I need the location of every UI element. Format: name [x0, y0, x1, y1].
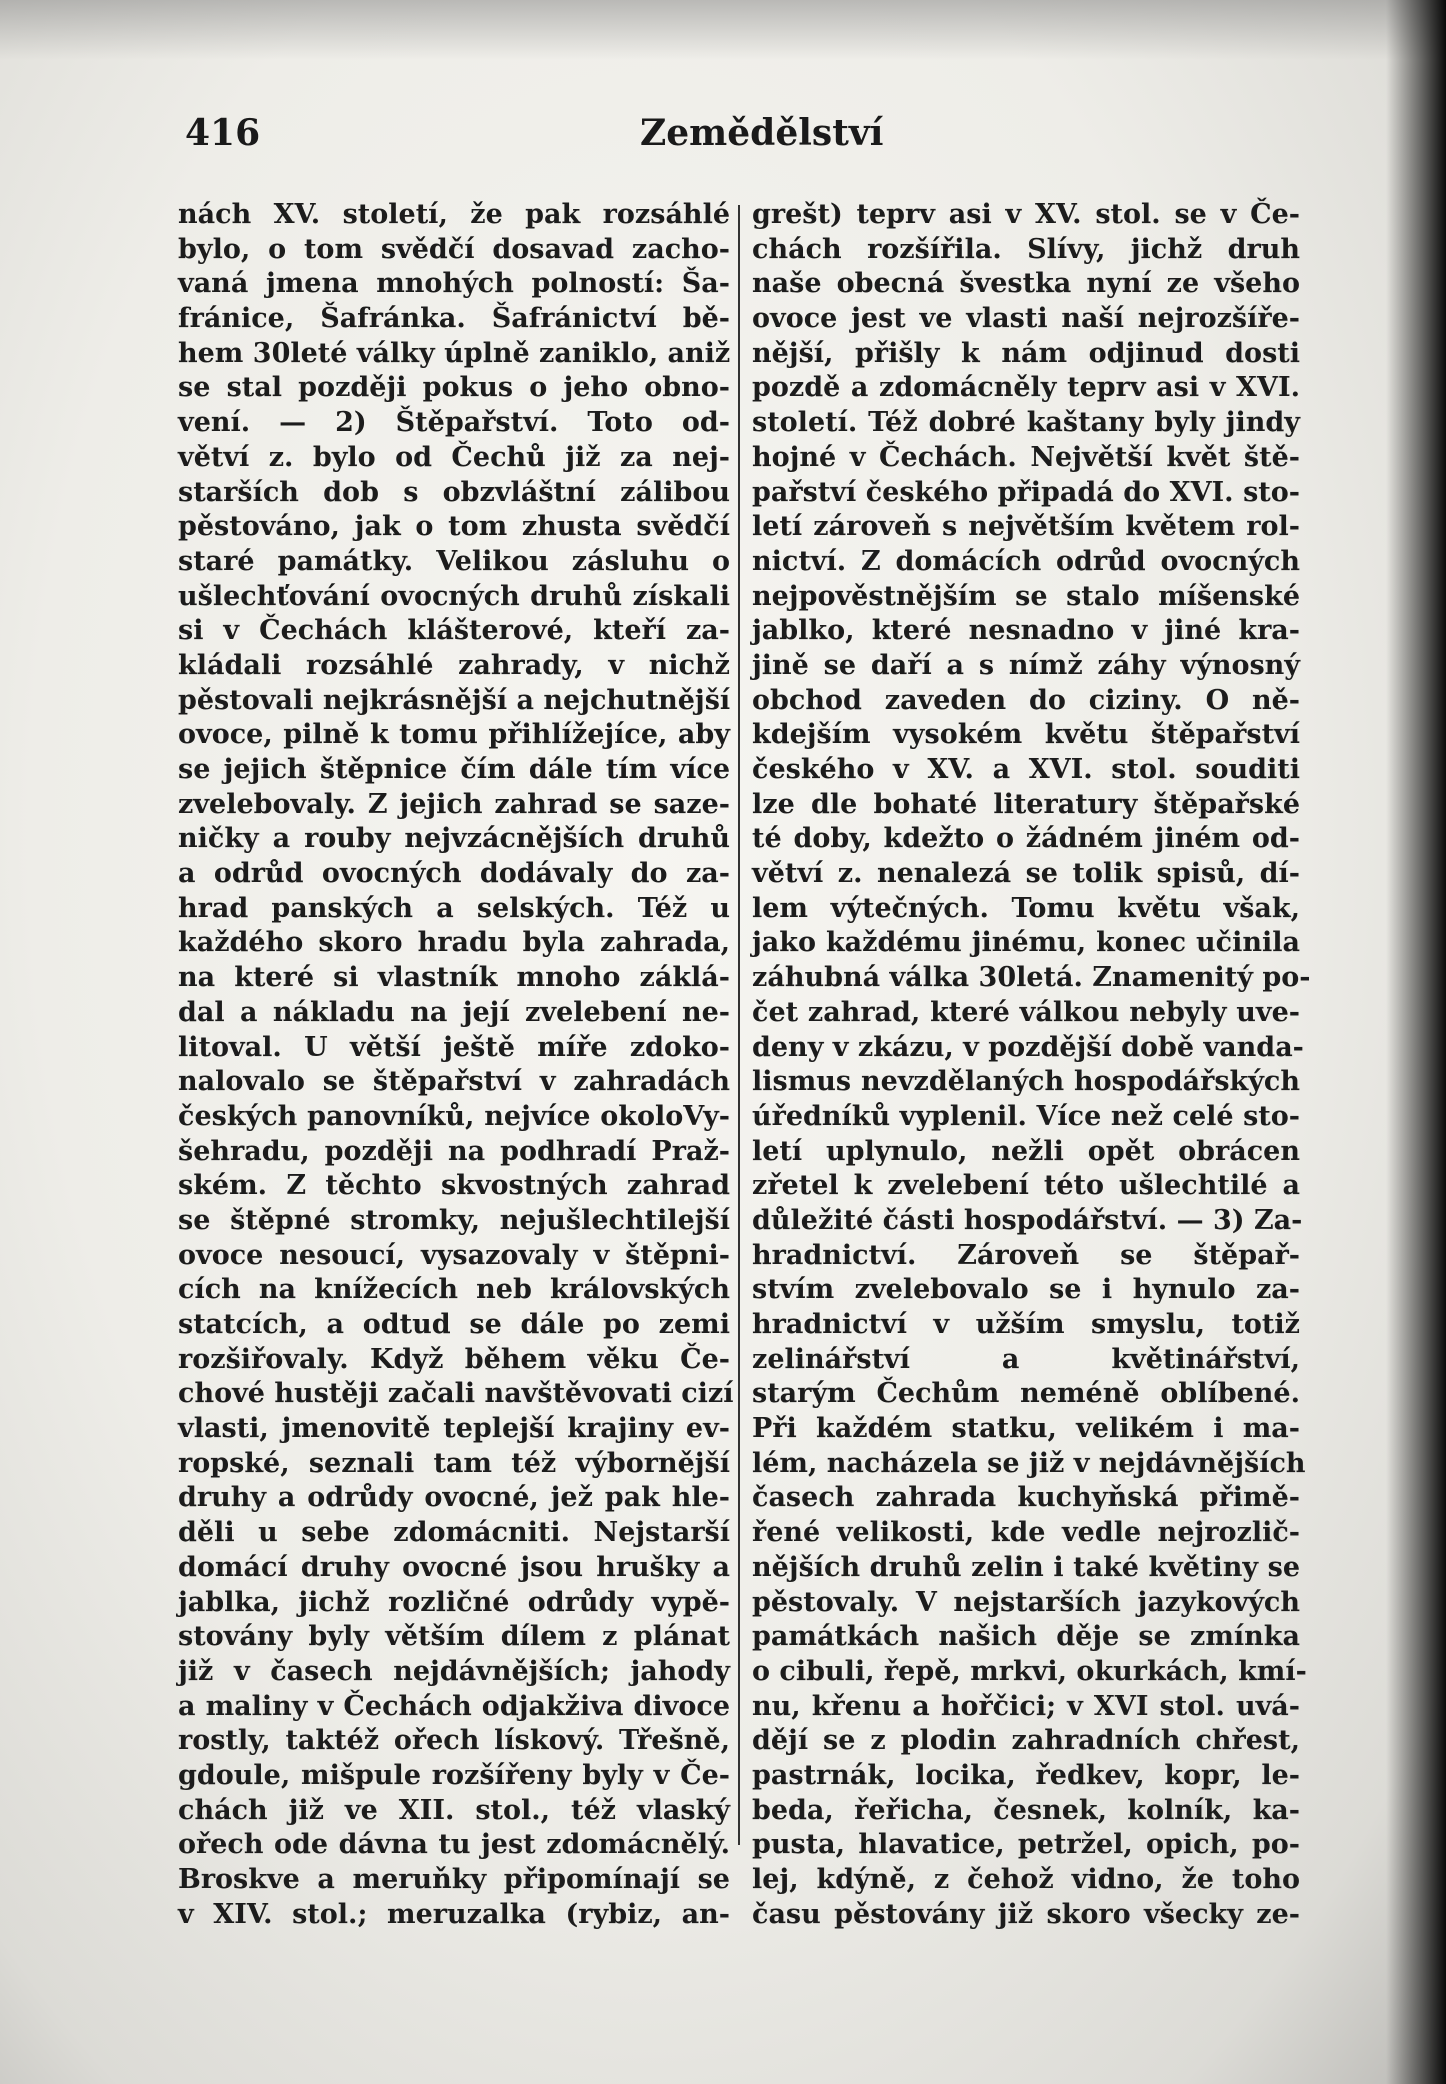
text-line: pozdě a zdomácněly teprv asi v XVI. — [752, 372, 1300, 404]
text-line: o cibuli, řepě, mrkvi, okurkách, kmí- — [752, 1655, 1307, 1687]
text-line: jako každému jinému, konec učinila — [752, 927, 1300, 959]
text-line: českého v XV. a XVI. stol. souditi — [752, 754, 1300, 785]
text-line: a maliny v Čechách odjakživa divoce — [178, 1690, 730, 1722]
text-line: grešt) teprv asi v XV. stol. se v Če- — [752, 199, 1300, 230]
text-line: nejpověstnějším se stalo míšenské — [752, 580, 1300, 612]
text-line: nější, přišly k nám odjinud dosti — [752, 337, 1300, 369]
text-line: na které si vlastník mnoho záklá- — [178, 962, 730, 994]
text-line: hojné v Čechách. Největší květ ště- — [752, 441, 1300, 473]
text-line: již v časech nejdávnějších; jahody — [178, 1655, 730, 1687]
text-line: nu, křenu a hořčici; v XVI stol. uvá- — [752, 1690, 1300, 1722]
text-line: domácí druhy ovocné jsou hrušky a — [178, 1551, 730, 1583]
text-line: beda, řeřicha, česnek, kolník, ka- — [752, 1794, 1300, 1826]
text-line: zvelebovaly. Z jejich zahrad se saze- — [178, 788, 730, 820]
text-line: chách rozšířila. Slívy, jichž druh — [752, 233, 1300, 265]
text-line: šehradu, později na podhradí Praž- — [178, 1135, 730, 1167]
text-line: starších dob s obzvláštní zálibou — [178, 476, 730, 508]
text-line: fránice, Šafránka. Šafránictví bě- — [178, 303, 730, 335]
text-line: hem 30leté války úplně zaniklo, aniž — [178, 337, 731, 369]
text-line: památkách našich děje se zmínka — [752, 1621, 1300, 1653]
text-line: v XIV. stol.; meruzalka (rybiz, an- — [178, 1898, 730, 1930]
text-line: důležité části hospodářství. — 3) Za- — [752, 1204, 1303, 1236]
text-line: ovoce jest ve vlasti naší nejrozšíře- — [752, 303, 1300, 335]
text-line: ropské, seznali tam též výbornější — [178, 1447, 730, 1479]
text-line: gdoule, mišpule rozšířeny byly v Če- — [178, 1759, 730, 1791]
text-line: naše obecná švestka nyní ze všeho — [752, 268, 1300, 300]
text-line: zelinářství a květinářství, — [752, 1343, 1300, 1375]
text-line: větví z. nenalezá se tolik spisů, dí- — [752, 858, 1300, 890]
text-line: dal a nákladu na její zvelebení ne- — [178, 996, 730, 1028]
column-divider — [738, 205, 740, 1845]
page-number: 416 — [185, 112, 261, 154]
text-line: se jejich štěpnice čím dále tím více — [178, 754, 730, 785]
text-line: vaná jmena mnohých polností: Ša- — [178, 268, 730, 300]
text-line: čet zahrad, které válkou nebyly uve- — [752, 996, 1300, 1028]
text-line: nalovalo se štěpařství v zahradách — [178, 1066, 730, 1098]
text-line: kládali rozsáhlé zahrady, v nichž — [178, 649, 730, 681]
text-line: stvím zvelebovalo se i hynulo za- — [752, 1274, 1300, 1306]
text-line: té doby, kdežto o žádném jiném od- — [752, 823, 1300, 855]
text-line: stovány byly větším dílem z plánat — [178, 1621, 730, 1653]
text-line: se stal později pokus o jeho obno- — [178, 372, 730, 404]
text-line: děli u sebe zdomácniti. Nejstarší — [178, 1517, 730, 1549]
scan-edge-shadow — [1386, 0, 1446, 2084]
text-line: zřetel k zvelebení této ušlechtilé a — [752, 1170, 1300, 1202]
text-line: století. Též dobré kaštany byly jindy — [752, 407, 1300, 439]
text-line: ořech ode dávna tu jest zdomácnělý. — [178, 1829, 730, 1861]
text-line: záhubná válka 30letá. Znamenitý po- — [752, 962, 1311, 994]
text-line: nách XV. století, že pak rozsáhlé — [178, 199, 730, 230]
text-line: dějí se z plodin zahradních chřest, — [752, 1725, 1300, 1757]
text-line: větví z. bylo od Čechů již za nej- — [178, 441, 730, 473]
text-line: kdejším vysokém květu štěpařství — [752, 719, 1300, 751]
text-line: časech zahrada kuchyňská přimě- — [752, 1482, 1300, 1514]
text-line: letí uplynulo, nežli opět obrácen — [752, 1135, 1300, 1167]
text-line: jablka, jichž rozličné odrůdy vypě- — [178, 1586, 730, 1618]
text-line: ovoce, pilně k tomu přihlížejíce, aby — [178, 719, 730, 751]
text-line: litoval. U větší ještě míře zdoko- — [178, 1031, 730, 1063]
text-line: řené velikosti, kde vedle nejrozlič- — [752, 1517, 1300, 1549]
text-line: starým Čechům neméně oblíbené. — [752, 1378, 1300, 1410]
text-line: jablko, které nesnadno v jiné kra- — [752, 615, 1300, 647]
text-line: hrad panských a selských. Též u — [178, 892, 730, 924]
text-line: nějších druhů zelin i také květiny se — [752, 1551, 1300, 1583]
text-line: ovoce nesoucí, vysazovaly v štěpni- — [178, 1239, 730, 1271]
running-title: Zemědělství — [640, 112, 884, 154]
text-line: každého skoro hradu byla zahrada, — [178, 927, 730, 959]
text-line: obchod zaveden do ciziny. O ně- — [752, 684, 1300, 716]
text-line: chové hustěji začali navštěvovati cizí — [178, 1378, 734, 1410]
text-line: statcích, a odtud se dále po zemi — [178, 1309, 730, 1340]
text-line: úředníků vyplenil. Více než celé sto- — [752, 1100, 1300, 1132]
text-line: bylo, o tom svědčí dosavad zacho- — [178, 233, 730, 265]
text-line: chách již ve XII. stol., též vlaský — [178, 1794, 730, 1826]
text-line: pusta, hlavatice, petržel, opich, po- — [752, 1829, 1300, 1861]
text-line: rostly, taktéž ořech lískový. Třešně, — [178, 1725, 730, 1757]
scan-top-shade — [0, 0, 1446, 60]
left-text-column — [178, 198, 734, 1932]
text-line: ském. Z těchto skvostných zahrad — [178, 1170, 730, 1202]
text-line: lém, nacházela se již v nejdávnějších — [752, 1447, 1306, 1479]
text-line: si v Čechách klášterové, kteří za- — [178, 615, 730, 647]
text-line: lem výtečných. Tomu květu však, — [752, 892, 1300, 924]
text-line: Při každém statku, velikém i ma- — [752, 1413, 1300, 1445]
text-line: jině se daří a s nímž záhy výnosný — [752, 649, 1300, 681]
text-line: lej, kdýně, z čehož vidno, že toho — [752, 1864, 1300, 1895]
text-line: českých panovníků, nejvíce okoloVy- — [178, 1100, 730, 1132]
text-line: vení. — 2) Štěpařství. Toto od- — [178, 407, 730, 439]
text-line: pěstováno, jak o tom zhusta svědčí — [178, 511, 730, 543]
text-line: lismus nevzdělaných hospodářských — [752, 1066, 1300, 1098]
text-line: času pěstovány již skoro všecky ze- — [752, 1898, 1300, 1930]
text-line: hradnictví v užším smyslu, totiž — [752, 1309, 1300, 1340]
text-line: lze dle bohaté literatury štěpařské — [752, 788, 1300, 820]
text-line: ničky a rouby nejvzácnějších druhů — [178, 823, 730, 855]
text-line: vlasti, jmenovitě teplejší krajiny ev- — [178, 1413, 730, 1445]
text-line: ušlechťování ovocných druhů získali — [178, 580, 730, 612]
text-line: staré památky. Velikou zásluhu o — [178, 545, 730, 577]
text-line: a odrůd ovocných dodávaly do za- — [178, 858, 730, 890]
text-line: pěstovaly. V nejstarších jazykových — [752, 1586, 1300, 1618]
text-line: cích na knížecích neb královských — [178, 1274, 730, 1306]
text-line: letí zároveň s největším květem rol- — [752, 511, 1300, 543]
text-line: hradnictví. Zároveň se štěpař- — [752, 1239, 1300, 1271]
text-line: pěstovali nejkrásnější a nejchutnější — [178, 684, 731, 716]
text-line: pařství českého připadá do XVI. sto- — [752, 476, 1300, 508]
right-text-column — [752, 198, 1311, 1932]
text-line: druhy a odrůdy ovocné, jež pak hle- — [178, 1482, 730, 1514]
text-line: pastrnák, locika, ředkev, kopr, le- — [752, 1759, 1300, 1791]
text-line: deny v zkázu, v pozdější době vanda- — [752, 1031, 1304, 1063]
text-line: rozšiřovaly. Když během věku Če- — [178, 1343, 730, 1375]
text-line: nictví. Z domácích odrůd ovocných — [752, 545, 1300, 577]
page-header — [185, 112, 1285, 164]
text-line: se štěpné stromky, nejušlechtilejší — [178, 1204, 730, 1236]
text-line: Broskve a meruňky připomínají se — [178, 1864, 730, 1895]
